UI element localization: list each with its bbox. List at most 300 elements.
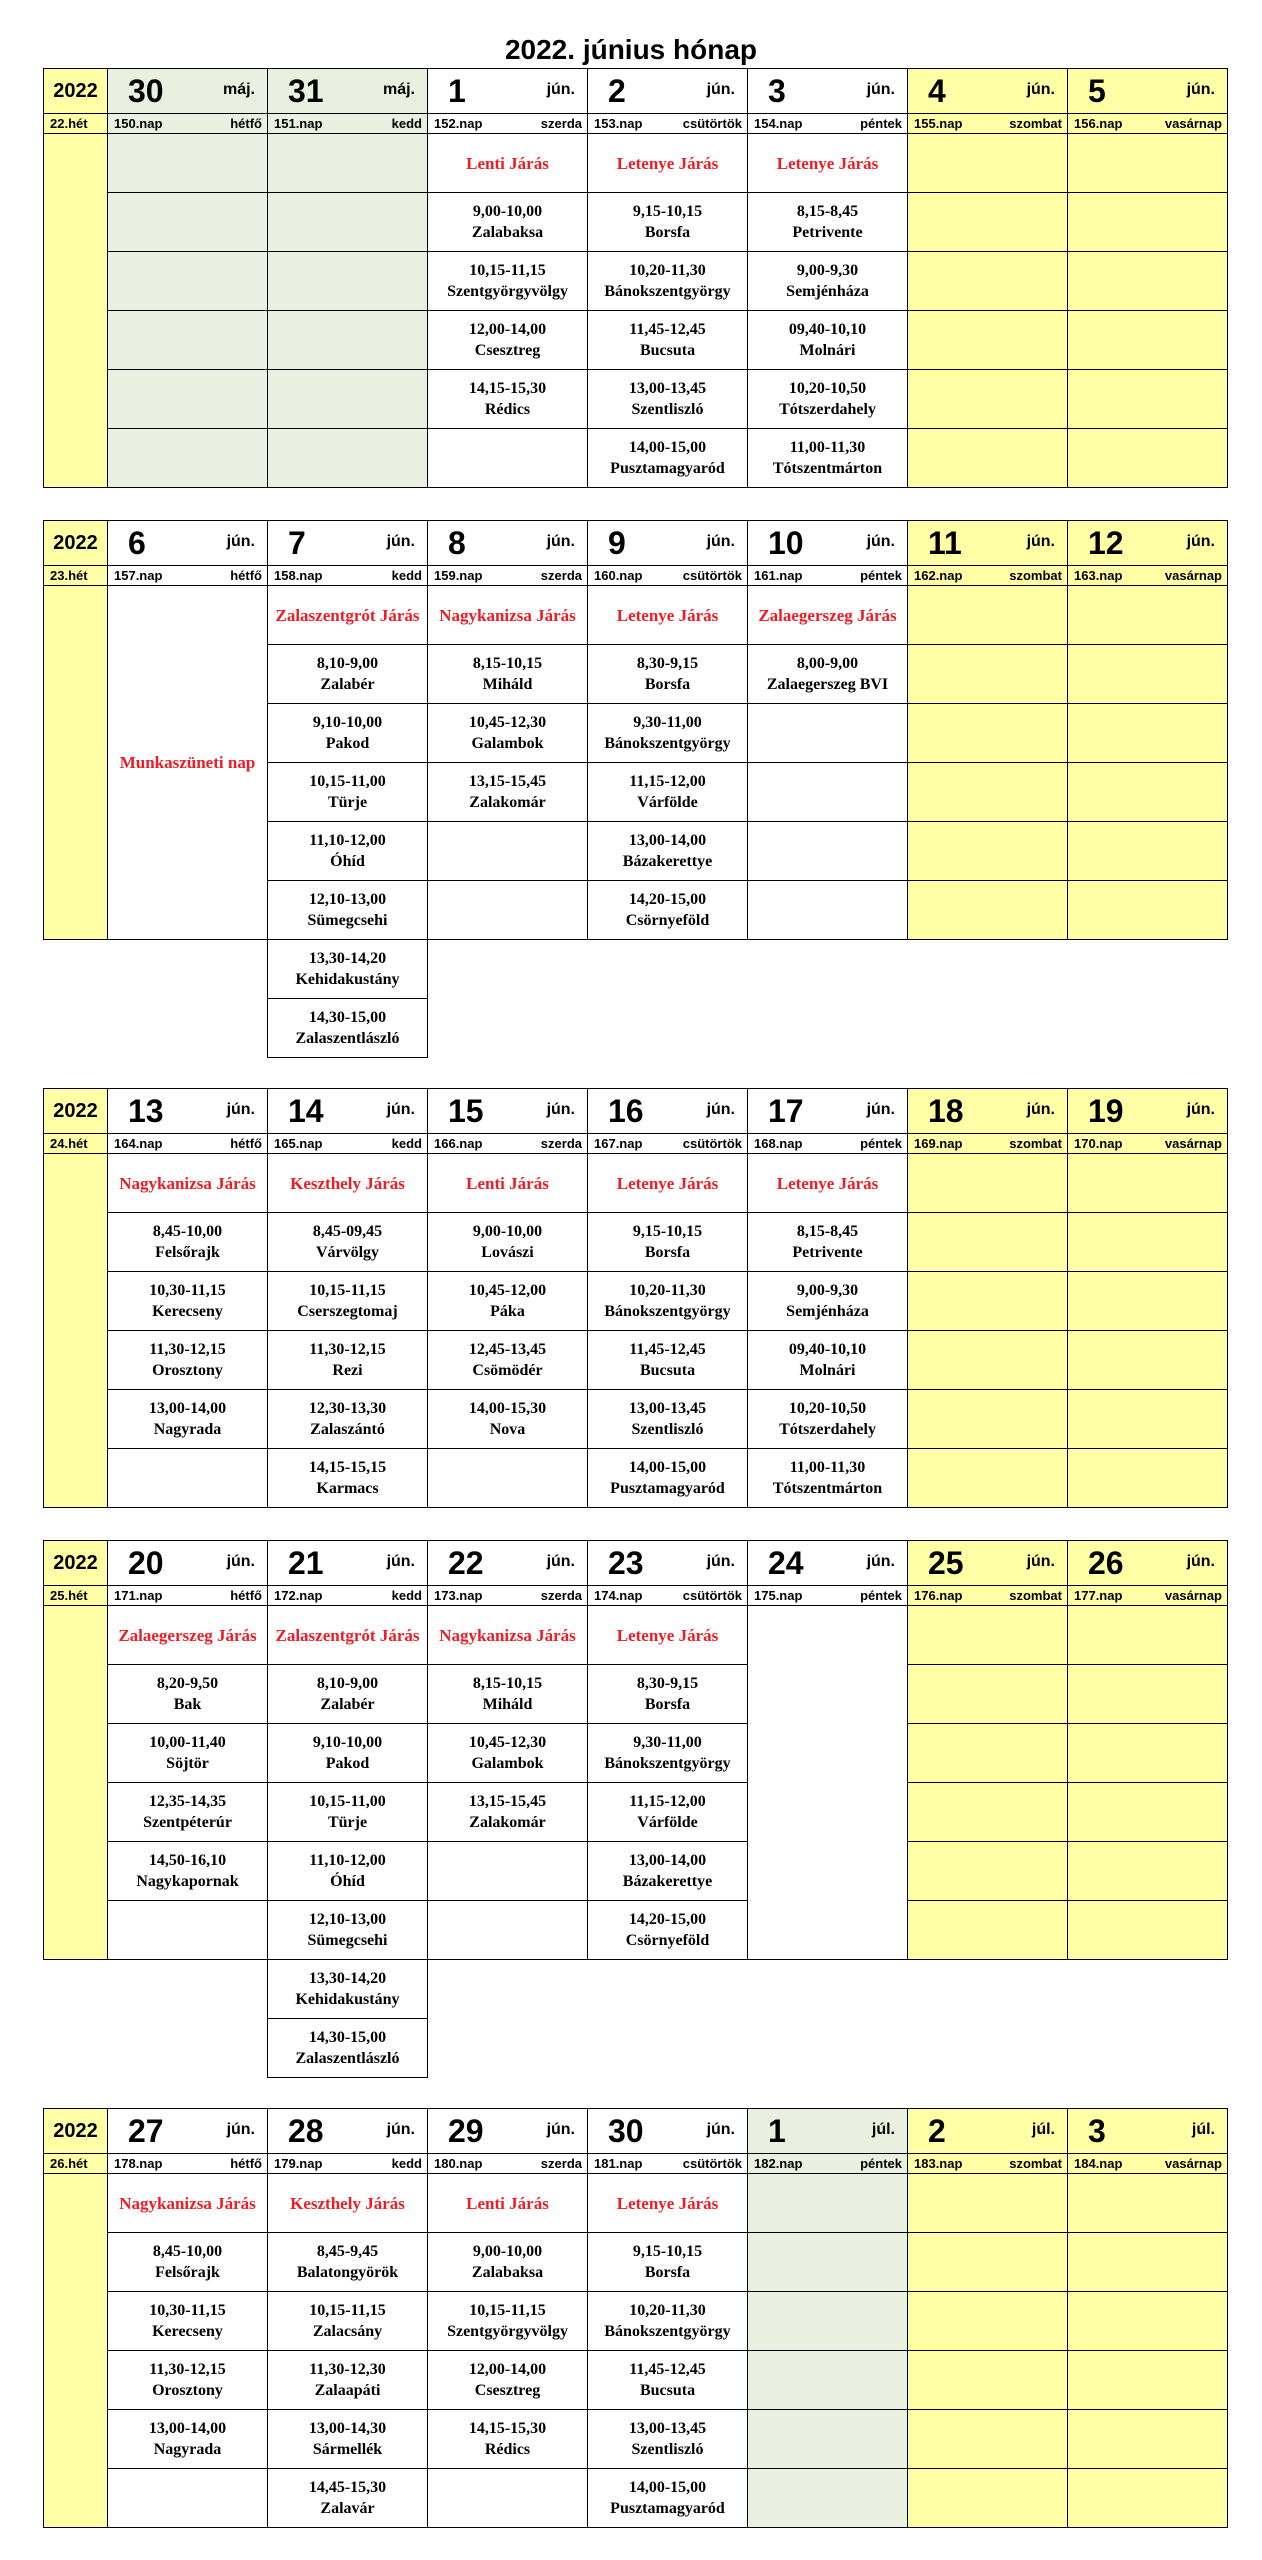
day-number: 26 (1088, 1545, 1124, 1581)
schedule-entry (588, 1665, 748, 1724)
village-name: Zalaszentlászló (295, 1030, 400, 1047)
day-subheader (748, 1586, 908, 1606)
week-number-cell: 22.hét (44, 114, 108, 134)
weekday-name: csütörtök (682, 568, 742, 583)
time-range: 10,15-11,00 (309, 773, 386, 790)
day-header (1068, 521, 1228, 566)
time-range: 10,20-11,30 (629, 2302, 706, 2319)
weekday-name: szerda (540, 116, 582, 131)
spacer-cell (428, 940, 588, 999)
time-range: 11,45-12,45 (629, 321, 706, 338)
schedule-entry (268, 881, 428, 940)
time-range: 8,15-10,15 (472, 1675, 543, 1692)
day-number: 19 (1088, 1093, 1124, 1129)
time-range: 14,30-15,00 (308, 2029, 387, 2046)
holiday-cell: Munkaszüneti nap (108, 586, 268, 940)
empty-cell (108, 1901, 268, 1960)
day-subheader (908, 566, 1068, 586)
day-number: 7 (288, 525, 306, 561)
time-range: 9,00-9,30 (796, 1282, 859, 1299)
schedule-entry (108, 1724, 268, 1783)
time-range: 12,35-14,35 (148, 1793, 227, 1810)
district-label: Zalaszentgrót Járás (268, 586, 428, 645)
day-of-year: 173.nap (434, 1588, 483, 1603)
time-range: 13,00-13,45 (628, 380, 707, 397)
empty-cell (1068, 704, 1228, 763)
empty-cell (1068, 1154, 1228, 1213)
village-name: Kehidakustány (295, 971, 400, 988)
village-name: Tótszentmárton (772, 1480, 883, 1497)
schedule-entry (268, 645, 428, 704)
day-month: jún. (1186, 1101, 1215, 1118)
day-month: jún. (226, 533, 255, 550)
day-subheader (268, 2154, 428, 2174)
day-subheader (588, 1586, 748, 1606)
schedule-entry (748, 193, 908, 252)
village-name: Nagyrada (153, 1421, 222, 1438)
empty-cell (1068, 1606, 1228, 1665)
time-range: 8,20-9,50 (156, 1675, 219, 1692)
day-of-year: 164.nap (114, 1136, 163, 1151)
village-name: Pusztamagyaród (610, 1480, 725, 1497)
schedule-entry (428, 252, 588, 311)
week-number-cell: 25.hét (44, 1586, 108, 1606)
empty-cell (908, 1783, 1068, 1842)
weekday-name: vasárnap (1164, 568, 1222, 583)
day-of-year: 174.nap (594, 1588, 643, 1603)
day-header (428, 521, 588, 566)
empty-cell (748, 2174, 908, 2233)
schedule-entry (428, 704, 588, 763)
schedule-entry (108, 1213, 268, 1272)
schedule-entry (108, 1272, 268, 1331)
empty-cell (1068, 881, 1228, 940)
schedule-entry (268, 940, 428, 999)
village-name: Pakod (325, 735, 370, 752)
schedule-entry (588, 193, 748, 252)
day-of-year: 171.nap (114, 1588, 163, 1603)
day-of-year: 177.nap (1074, 1588, 1123, 1603)
village-name: Bak (173, 1696, 202, 1713)
empty-cell (1068, 1272, 1228, 1331)
schedule-entry (108, 1842, 268, 1901)
day-month: jún. (1026, 1101, 1055, 1118)
day-header (268, 69, 428, 114)
schedule-entry (588, 370, 748, 429)
village-name: Szentgyörgyvölgy (447, 283, 568, 300)
schedule-entry (588, 763, 748, 822)
time-range: 10,15-11,15 (309, 2302, 386, 2319)
day-subheader (428, 114, 588, 134)
empty-cell (108, 134, 268, 193)
schedule-entry (588, 1724, 748, 1783)
empty-cell (1068, 1331, 1228, 1390)
day-month: jún. (706, 2121, 735, 2138)
schedule-entry (428, 193, 588, 252)
time-slot-row (44, 2469, 1228, 2528)
empty-cell (748, 881, 908, 940)
empty-cell (108, 370, 268, 429)
schedule-entry (748, 1390, 908, 1449)
village-name: Pusztamagyaród (610, 2500, 725, 2517)
day-month: jún. (546, 1553, 575, 1570)
time-range: 13,00-14,00 (148, 2420, 227, 2437)
schedule-entry (108, 1783, 268, 1842)
week-number-cell: 24.hét (44, 1134, 108, 1154)
schedule-entry (748, 429, 908, 488)
week-block (43, 2108, 1228, 2528)
time-range: 10,30-11,15 (149, 2302, 226, 2319)
empty-cell (748, 2233, 908, 2292)
schedule-entry (268, 1213, 428, 1272)
empty-cell (1068, 822, 1228, 881)
schedule-entry (748, 645, 908, 704)
day-month: jún. (546, 1101, 575, 1118)
schedule-entry (268, 1331, 428, 1390)
empty-cell (1068, 1901, 1228, 1960)
village-name: Rezi (332, 1362, 363, 1379)
day-month: jún. (1186, 533, 1215, 550)
day-subheader (908, 114, 1068, 134)
time-slot-row (44, 1960, 1228, 2019)
district-label: Lenti Járás (428, 1154, 588, 1213)
day-header (748, 521, 908, 566)
day-of-year: 152.nap (434, 116, 483, 131)
village-name: Bucsuta (639, 342, 696, 359)
village-name: Sümegcsehi (307, 912, 388, 929)
empty-cell (908, 1390, 1068, 1449)
time-range: 11,45-12,45 (629, 1341, 706, 1358)
weekday-name: szombat (1009, 568, 1062, 583)
empty-cell (908, 2410, 1068, 2469)
schedule-entry (588, 1390, 748, 1449)
day-subheader (748, 566, 908, 586)
weekday-name: szombat (1009, 2156, 1062, 2171)
time-range: 9,15-10,15 (632, 1223, 703, 1240)
village-name: Csömödér (472, 1362, 543, 1379)
schedule-entry (268, 1724, 428, 1783)
empty-cell (1068, 370, 1228, 429)
village-name: Csesztreg (474, 342, 541, 359)
village-name: Pakod (325, 1755, 370, 1772)
empty-cell (268, 252, 428, 311)
day-number: 1 (768, 2113, 786, 2149)
weekday-name: szerda (540, 568, 582, 583)
empty-cell (428, 2469, 588, 2528)
village-name: Borsfa (644, 1244, 691, 1261)
empty-cell (1068, 2174, 1228, 2233)
day-header (588, 69, 748, 114)
schedule-entry (588, 704, 748, 763)
village-name: Felsőrajk (155, 1244, 220, 1261)
day-of-year: 169.nap (914, 1136, 963, 1151)
time-range: 10,20-11,30 (629, 1282, 706, 1299)
day-of-year: 154.nap (754, 116, 803, 131)
weekday-name: szerda (540, 1136, 582, 1151)
week-header-row (44, 69, 1228, 114)
week-header-row (44, 1089, 1228, 1134)
time-range: 11,30-12,15 (309, 1341, 386, 1358)
empty-cell (748, 2410, 908, 2469)
empty-cell (1068, 311, 1228, 370)
time-range: 10,45-12,30 (468, 1734, 547, 1751)
day-number: 1 (448, 73, 466, 109)
schedule-entry (108, 2351, 268, 2410)
district-label: Nagykanizsa Járás (108, 2174, 268, 2233)
day-header (908, 1089, 1068, 1134)
spacer-cell (108, 940, 268, 999)
spacer-cell (44, 1960, 108, 2019)
day-number: 18 (928, 1093, 964, 1129)
weekday-name: csütörtök (682, 2156, 742, 2171)
time-slot-row (44, 1783, 1228, 1842)
spacer-cell (748, 940, 908, 999)
village-name: Balatongyörök (296, 2264, 399, 2281)
village-name: Pusztamagyaród (610, 460, 725, 477)
village-name: Felsőrajk (155, 2264, 220, 2281)
day-month: jún. (226, 2121, 255, 2138)
day-header (108, 521, 268, 566)
time-slot-row (44, 1390, 1228, 1449)
schedule-entry (268, 999, 428, 1058)
empty-cell (908, 763, 1068, 822)
week-subheader-row (44, 114, 1228, 134)
week-side-cell (44, 2174, 108, 2528)
day-subheader (108, 2154, 268, 2174)
day-header (268, 521, 428, 566)
empty-cell (1068, 1842, 1228, 1901)
time-slot-row (44, 1901, 1228, 1960)
time-range: 13,30-14,20 (308, 1970, 387, 1987)
day-number: 4 (928, 73, 946, 109)
weekday-name: hétfő (230, 2156, 262, 2171)
village-name: Óhíd (330, 1873, 365, 1890)
day-header (748, 69, 908, 114)
district-label: Letenye Járás (588, 586, 748, 645)
empty-cell (1068, 1390, 1228, 1449)
village-name: Kerecseny (152, 2323, 223, 2340)
day-header (588, 521, 748, 566)
village-name: Semjénháza (786, 283, 869, 300)
village-name: Bázakerettye (622, 1873, 713, 1890)
village-name: Bucsuta (639, 2382, 696, 2399)
schedule-entry (108, 2410, 268, 2469)
time-slot-row (44, 193, 1228, 252)
day-month: júl. (1031, 2121, 1055, 2138)
time-range: 14,15-15,15 (308, 1459, 387, 1476)
time-slot-row (44, 2351, 1228, 2410)
schedule-entry (748, 1449, 908, 1508)
day-number: 30 (128, 73, 164, 109)
day-subheader (1068, 114, 1228, 134)
schedule-entry (268, 1272, 428, 1331)
week-table (43, 520, 1228, 1058)
spacer-cell (428, 2019, 588, 2078)
village-name: Lovászi (481, 1244, 534, 1261)
village-name: Semjénháza (786, 1303, 869, 1320)
schedule-entry (428, 2292, 588, 2351)
schedule-entry (268, 2410, 428, 2469)
village-name: Nagyrada (153, 2441, 222, 2458)
week-subheader-row (44, 1586, 1228, 1606)
day-number: 13 (128, 1093, 164, 1129)
day-header (588, 1089, 748, 1134)
day-month: jún. (866, 81, 895, 98)
time-range: 13,15-15,45 (468, 1793, 547, 1810)
time-range: 11,30-12,15 (149, 1341, 226, 1358)
empty-cell (1068, 645, 1228, 704)
time-range: 9,10-10,00 (312, 1734, 383, 1751)
day-of-year: 184.nap (1074, 2156, 1123, 2171)
day-number: 3 (1088, 2113, 1106, 2149)
day-month: jún. (546, 81, 575, 98)
empty-cell (908, 1154, 1068, 1213)
empty-cell (1068, 1665, 1228, 1724)
village-name: Óhíd (330, 853, 365, 870)
time-range: 9,00-10,00 (472, 2243, 543, 2260)
spacer-cell (44, 940, 108, 999)
time-slot-row (44, 1449, 1228, 1508)
day-header (108, 1541, 268, 1586)
day-number: 10 (768, 525, 804, 561)
day-subheader (428, 566, 588, 586)
village-name: Türje (327, 794, 368, 811)
time-range: 9,00-10,00 (472, 203, 543, 220)
day-of-year: 170.nap (1074, 1136, 1123, 1151)
day-of-year: 151.nap (274, 116, 323, 131)
day-number: 16 (608, 1093, 644, 1129)
day-number: 3 (768, 73, 786, 109)
time-range: 12,10-13,00 (308, 891, 387, 908)
time-range: 10,15-11,15 (469, 2302, 546, 2319)
day-subheader (108, 1134, 268, 1154)
day-header (268, 1089, 428, 1134)
day-of-year: 158.nap (274, 568, 323, 583)
schedule-entry (268, 822, 428, 881)
schedule-entry (588, 429, 748, 488)
schedule-entry (748, 252, 908, 311)
village-name: Szentliszló (631, 401, 704, 418)
day-header (748, 1541, 908, 1586)
day-header (1068, 2109, 1228, 2154)
time-slot-row (44, 1213, 1228, 1272)
time-range: 11,45-12,45 (629, 2361, 706, 2378)
empty-cell (908, 1331, 1068, 1390)
weekday-name: szombat (1009, 116, 1062, 131)
schedule-entry (268, 1449, 428, 1508)
day-of-year: 160.nap (594, 568, 643, 583)
empty-cell (908, 1272, 1068, 1331)
week-table (43, 68, 1228, 488)
village-name: Miháld (482, 676, 533, 693)
day-header (908, 521, 1068, 566)
day-subheader (1068, 2154, 1228, 2174)
spacer-cell (748, 1960, 908, 2019)
empty-cell (1068, 2351, 1228, 2410)
day-of-year: 150.nap (114, 116, 163, 131)
weekday-name: szombat (1009, 1136, 1062, 1151)
schedule-entry (588, 2469, 748, 2528)
schedule-entry (108, 2233, 268, 2292)
village-name: Molnári (799, 342, 856, 359)
day-of-year: 181.nap (594, 2156, 643, 2171)
week-block (43, 1088, 1228, 1508)
village-name: Várfölde (637, 794, 698, 811)
empty-cell (908, 429, 1068, 488)
day-of-year: 183.nap (914, 2156, 963, 2171)
schedule-entry (108, 2292, 268, 2351)
district-label: Keszthely Járás (268, 2174, 428, 2233)
spacer-cell (908, 940, 1068, 999)
day-number: 30 (608, 2113, 644, 2149)
time-range: 10,15-11,15 (469, 262, 546, 279)
day-month: jún. (386, 533, 415, 550)
village-name: Várvölgy (315, 1244, 380, 1261)
empty-cell (108, 252, 268, 311)
time-range: 9,15-10,15 (632, 203, 703, 220)
day-number: 15 (448, 1093, 484, 1129)
day-of-year: 175.nap (754, 1588, 803, 1603)
village-name: Zalavár (320, 2500, 375, 2517)
time-range: 14,00-15,00 (628, 1459, 707, 1476)
day-of-year: 155.nap (914, 116, 963, 131)
day-header (588, 1541, 748, 1586)
day-month: jún. (866, 533, 895, 550)
day-subheader (108, 114, 268, 134)
week-side-cell (44, 586, 108, 940)
empty-cell (908, 2469, 1068, 2528)
time-slot-row (44, 999, 1228, 1058)
spacer-cell (1068, 2019, 1228, 2078)
empty-cell (908, 2233, 1068, 2292)
day-number: 12 (1088, 525, 1124, 561)
day-number: 5 (1088, 73, 1106, 109)
day-month: jún. (1186, 1553, 1215, 1570)
day-month: jún. (1186, 81, 1215, 98)
weekday-name: péntek (860, 2156, 902, 2171)
schedule-entry (588, 2292, 748, 2351)
day-month: jún. (866, 1101, 895, 1118)
day-subheader (428, 2154, 588, 2174)
district-label: Letenye Járás (748, 134, 908, 193)
schedule-entry (588, 822, 748, 881)
time-range: 8,10-9,00 (316, 1675, 379, 1692)
schedule-entry (268, 2351, 428, 2410)
weekday-name: hétfő (230, 568, 262, 583)
time-slot-row (44, 1842, 1228, 1901)
district-label: Zalaegerszeg Járás (108, 1606, 268, 1665)
village-name: Szentpéterúr (143, 1814, 232, 1831)
weekday-name: kedd (391, 2156, 422, 2171)
day-subheader (588, 1134, 748, 1154)
spacer-cell (588, 999, 748, 1058)
day-subheader (748, 1134, 908, 1154)
village-name: Bázakerettye (622, 853, 713, 870)
empty-cell (1068, 252, 1228, 311)
day-number: 20 (128, 1545, 164, 1581)
day-of-year: 153.nap (594, 116, 643, 131)
page-title: 2022. június hónap (504, 34, 758, 65)
empty-cell (1068, 2292, 1228, 2351)
village-name: Orosztony (152, 2382, 223, 2399)
spacer-cell (108, 1960, 268, 2019)
time-slot-row (44, 311, 1228, 370)
empty-cell (1068, 763, 1228, 822)
day-number: 8 (448, 525, 466, 561)
weekday-name: kedd (391, 1588, 422, 1603)
time-slot-row (44, 1272, 1228, 1331)
day-month: jún. (1026, 1553, 1055, 1570)
